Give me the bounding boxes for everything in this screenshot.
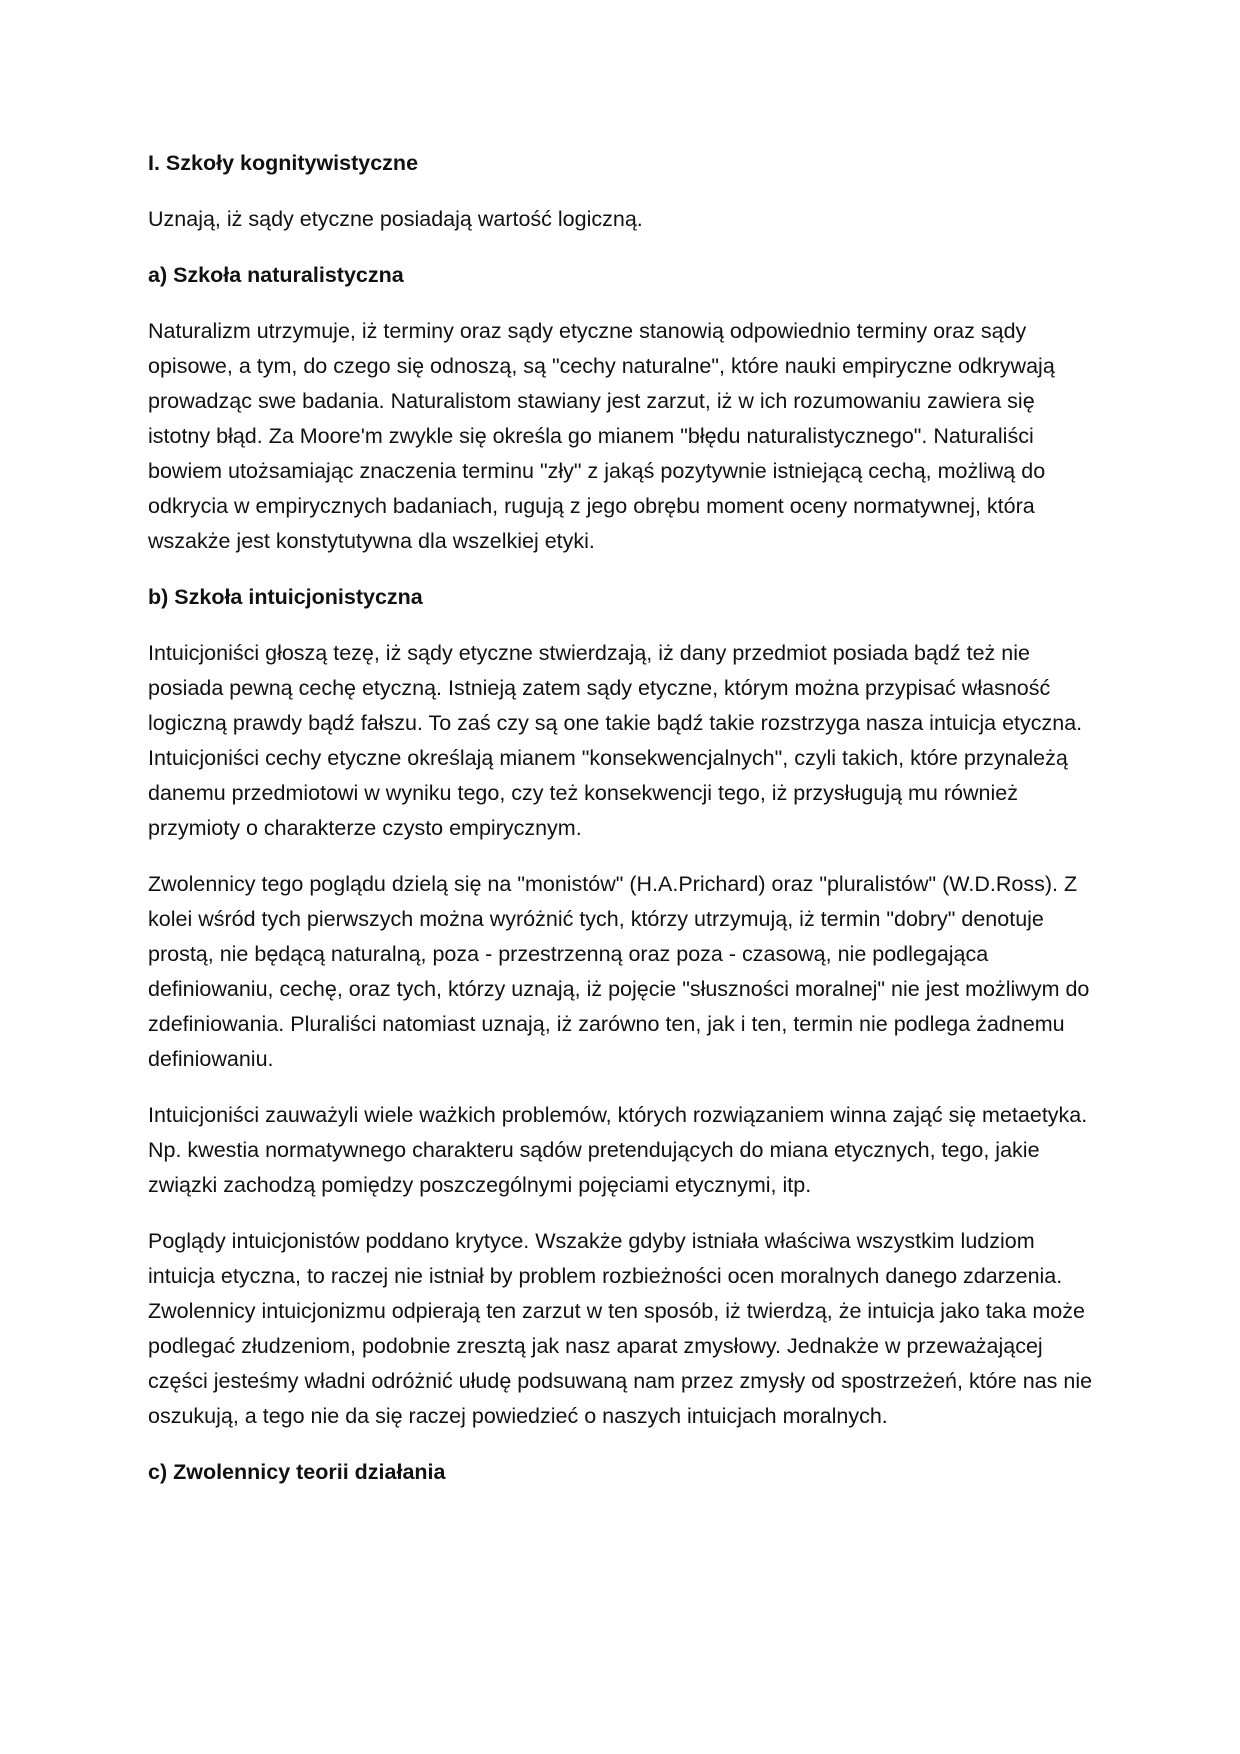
document-page bbox=[148, 146, 1098, 1511]
paragraph-criticism: Poglądy intuicjonistów poddano krytyce. Wszakże gdyby istniała właściwa wszystkim ludziom intuicja etyczna, to raczej nie istniał by problem rozbieżności ocen moralnych danego zdarzenia. Zwolennicy intuicjonizmu odpierają ten zarzut w ten sposób, iż twierdzą, że intuicja jako taka może podlegać złudzeniom, podobnie zresztą jak nasz aparat zmysłowy. Jednakże w przeważającej części jesteśmy władni odróżnić ułudę podsuwaną nam przez zmysły od spostrzeżeń, które nas nie oszukują, a tego nie da się raczej powiedzieć o naszych intuicjach moralnych. bbox=[148, 1229, 1093, 1428]
section-title: I. Szkoły kognitywistyczne bbox=[148, 151, 419, 175]
subsection-heading-naturalistic: a) Szkoła naturalistyczna bbox=[148, 263, 404, 287]
paragraph-monists-pluralists: Zwolennicy tego poglądu dzielą się na "monistów" (H.A.Prichard) oraz "pluralistów" (W.D.Ross). Z kolei wśród tych pierwszych można wyróżnić tych, którzy utrzymują, iż termin "dobry" denotuje prostą, nie będącą naturalną, poza - przestrzenną oraz poza - czasową, nie podlegająca definiowaniu, cechę, oraz tych, którzy uznają, iż pojęcie "słuszności moralnej" nie jest możliwym do zdefiniowania. Pluraliści natomiast uznają, iż zarówno ten, jak i ten, termin nie podlega żadnemu definiowaniu. bbox=[148, 872, 1090, 1071]
subsection-heading-intuitionist: b) Szkoła intuicjonistyczna bbox=[148, 585, 423, 609]
paragraph-intuitionism-thesis: Intuicjoniści głoszą tezę, iż sądy etyczne stwierdzają, iż dany przedmiot posiada bądź też nie posiada pewną cechę etyczną. Istnieją zatem sądy etyczne, którym można przypisać własność logiczną prawdy bądź fałszu. To zaś czy są one takie bądź takie rozstrzyga nasza intuicja etyczna. Intuicjoniści cechy etyczne określają mianem "konsekwencjalnych", czyli takich, które przynależą danemu przedmiotowi w wyniku tego, czy też konsekwencji tego, iż przysługują mu również przymioty o charakterze czysto empirycznym. bbox=[148, 641, 1083, 840]
subsection-heading-action-theory: c) Zwolennicy teorii działania bbox=[148, 1460, 446, 1484]
paragraph-metaethics-problems: Intuicjoniści zauważyli wiele ważkich problemów, których rozwiązaniem winna zająć się metaetyka. Np. kwestia normatywnego charakteru sądów pretendujących do miana etycznych, tego, jakie związki zachodzą pomiędzy poszczególnymi pojęciami etycznymi, itp. bbox=[148, 1103, 1088, 1197]
intro-paragraph: Uznają, iż sądy etyczne posiadają wartość logiczną. bbox=[148, 207, 643, 231]
paragraph-naturalism: Naturalizm utrzymuje, iż terminy oraz sądy etyczne stanowią odpowiednio terminy oraz sądy opisowe, a tym, do czego się odnoszą, są "cechy naturalne", które nauki empiryczne odkrywają prowadząc swe badania. Naturalistom stawiany jest zarzut, iż w ich rozumowaniu zawiera się istotny błąd. Za Moore'm zwykle się określa go mianem "błędu naturalistycznego". Naturaliści bowiem utożsamiając znaczenia terminu "zły" z jakąś pozytywnie istniejącą cechą, możliwą do odkrycia w empirycznych badaniach, rugują z jego obrębu moment oceny normatywnej, która wszakże jest konstytutywna dla wszelkiej etyki. bbox=[148, 319, 1055, 553]
